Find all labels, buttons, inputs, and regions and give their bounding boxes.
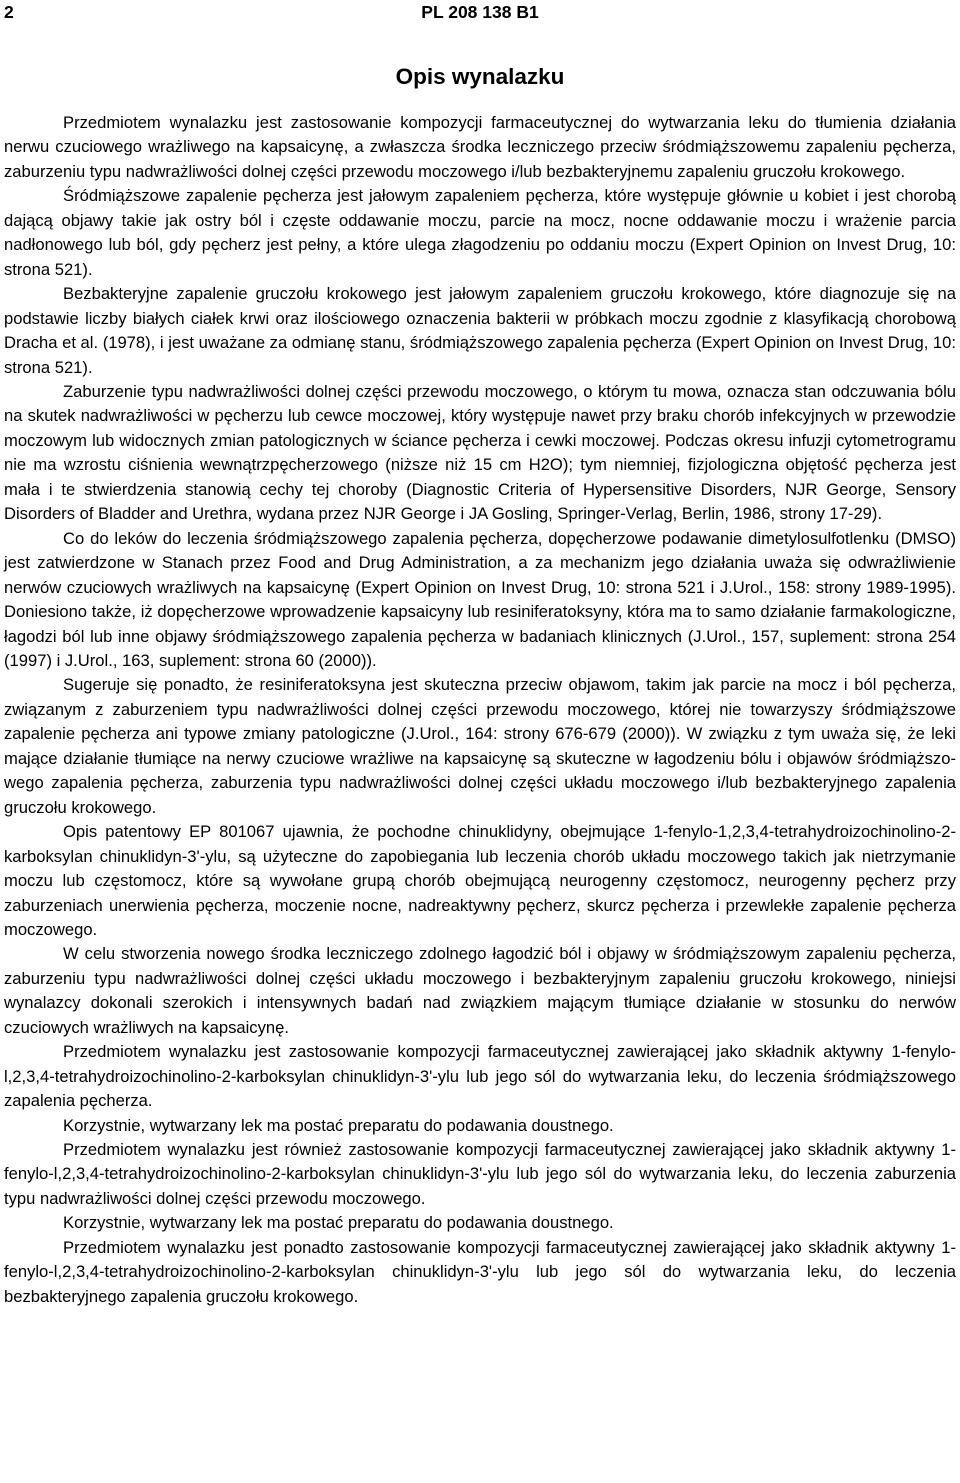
document-body — [4, 111, 956, 1309]
paragraph: Przedmiotem wynalazku jest również zastosowanie kompozycji farmaceutycznej zawierającej jako składnik aktywny 1-fenylo-l,2,3,4-tetrahydroizochinolino-2-karboksylan chinuklidyn-3'-ylu lub jego sól do wytwarzania leku, do leczenia zaburzenia typu nadwrażliwości dolnej części przewodu moczowego. — [4, 1140, 956, 1208]
paragraph: Przedmiotem wynalazku jest ponadto zastosowanie kompozycji farmaceutycznej zawierającej jako składnik aktywny 1-fenylo-l,2,3,4-tetrahydroizochinolino-2-karboksylan chinuklidyn-3'-ylu lub jego sól do wytwarzania leku, do leczenia bezbakteryjnego zapalenia gruczołu krokowego. — [4, 1237, 956, 1306]
paragraph: Przedmiotem wynalazku jest zastosowanie kompozycji farmaceutycznej do wytwarzania leku do tłumienia działania nerwu czuciowego wrażliwego na kapsaicynę, a zwłaszcza środka leczniczego przeciw śródmiąższowemu zapaleniu pęcherza, zaburzeniu typu nadwrażliwości dolnej części przewodu moczowego i/lub bezbakteryjnemu zapaleniu gruczołu krokowego. — [4, 113, 956, 181]
page-header — [4, 2, 956, 26]
paragraph: Przedmiotem wynalazku jest zastosowanie kompozycji farmaceutycznej zawierającej jako składnik aktywny 1-fenylo-l,2,3,4-tetrahydroizochinolino-2-karboksylan chinuklidyn-3'-ylu lub jego sól do wytwarzania leku, do leczenia śródmiąższowego zapalenia pęcherza. — [4, 1042, 956, 1111]
paragraph: Opis patentowy EP 801067 ujawnia, że pochodne chinuklidyny, obejmujące 1-fenylo-1,2,3,4-tetrahydroizochinolino-2-karboksylan chinuklidyn-3'-ylu, są użyteczne do zapobiegania lub leczenia chorób układu moczowego takich jak nietrzymanie moczu lub częstomocz, które są wywołane grupą chorób obejmującą neurogenny częstomocz, neurogenny pęcherz przy zaburzeniach unerwienia pęcherza, moczenie nocne, nadreaktywny pęcherz, skurcz pęcherza i przewlekłe zapalenie pęcherza moczowego. — [4, 822, 956, 939]
paragraph: Korzystnie, wytwarzany lek ma postać preparatu do podawania doustnego. — [63, 1213, 614, 1233]
paragraph: Sugeruje się ponadto, że resiniferatoksyna jest skuteczna przeciw objawom, takim jak parcie na mocz i ból pęcherza, związanym z zaburzeniem typu nadwrażliwości dolnej części przewodu moczowego, której nie towarzyszy śródmiąższowe zapalenie pęcherza ani typowe zmiany patologiczne (J.Urol., 164: strony 676-679 (2000)). W związku z tym uważa się, że leki mające działanie tłumiące na nerwy czuciowe wrażliwe na kapsaicynę są skuteczne w łagodzeniu bólu i objawów śródmiąższowego zapalenia pęcherza, zaburzenia typu nadwrażliwości dolnej części układu moczowego i/lub bezbakteryjnego zapalenia gruczołu krokowego. — [4, 675, 956, 817]
paragraph: Śródmiąższowe zapalenie pęcherza jest jałowym zapaleniem pęcherza, które występuje głównie u kobiet i jest chorobą dającą objawy takie jak ostry ból i częste oddawanie moczu, parcie na mocz, nocne oddawanie moczu i wrażenie parcia nadłonowego lub ból, gdy pęcherz jest pełny, a które ulega złagodzeniu po oddaniu moczu (Expert Opinion on Invest Drug, 10: strona 521). — [4, 186, 956, 279]
paragraph: Zaburzenie typu nadwrażliwości dolnej części przewodu moczowego, o którym tu mowa, oznacza stan odczuwania bólu na skutek nadwrażliwości w pęcherzu lub cewce moczowej, który występuje nawet przy braku chorób infekcyjnych w przewodzie moczowym lub widocznych zmian patologicznych w ściance pęcherza i cewki moczowej. Podczas okresu infuzji cytometrogramu nie ma wzrostu ciśnienia wewnątrzpęcherzowego (niższe niż 15 cm H2O); tym niemniej, fizjologiczna objętość pęcherza jest mała i te stwierdzenia stanowią cechy tej choroby (Diagnostic Criteria of Hypersensitive Disorders, NJR George, Sensory Disorders of Bladder and Urethra, wydana przez NJR George i JA Gosling, Springer-Verlag, Berlin, 1986, strony 17-29). — [4, 381, 956, 524]
paragraph: W celu stworzenia nowego środka leczniczego zdolnego łagodzić ból i objawy w śródmiąższowym zapaleniu pęcherza, zaburzeniu typu nadwrażliwości dolnej części układu moczowego i bezbakteryjnym zapaleniu gruczołu krokowego, niniejsi wynalazcy dokonali szerokich i intensywnych badań nad związkiem mającym tłumiące działanie w stosunku do nerwów czuciowych wrażliwych na kapsaicynę. — [4, 944, 956, 1037]
patent-number: PL 208 138 B1 — [421, 2, 539, 22]
page-number: 2 — [4, 2, 14, 22]
paragraph: Co do leków do leczenia śródmiąższowego zapalenia pęcherza, dopęcherzowe podawanie dimetylosulfotlenku (DMSO) jest zatwierdzone w Stanach przez Food and Drug Administration, a za mechanizm jego działania uważa się odwrażliwienie nerwów czuciowych wrażliwych na kapsaicynę (Expert Opinion on Invest Drug, 10: strona 521 i J.Urol., 158: strony 1989-1995). Doniesiono także, iż dopęcherzowe wprowadzenie kapsaicyny lub resiniferatoksyny, która ma to samo działanie farmakologiczne, łagodzi ból lub inne objawy śródmiąższowego zapalenia pęcherza w badaniach klinicznych (J.Urol., 157, suplement: strona 254 (1997) i J.Urol., 163, suplement: strona 60 (2000)). — [4, 528, 956, 670]
document-title: Opis wynalazku — [395, 64, 565, 89]
paragraph: Korzystnie, wytwarzany lek ma postać preparatu do podawania doustnego. — [63, 1115, 614, 1135]
paragraph: Bezbakteryjne zapalenie gruczołu krokowego jest jałowym zapaleniem gruczołu krokowego, które diagnozuje się na podstawie liczby białych ciałek krwi oraz ilościowego oznaczenia bakterii w próbkach moczu zgodnie z klasyfikacją chorobową Dracha et al. (1978), i jest uważane za odmianę stanu, śródmiąższowego zapalenia pęcherza (Expert Opinion on Invest Drug, 10: strona 521). — [4, 284, 956, 377]
